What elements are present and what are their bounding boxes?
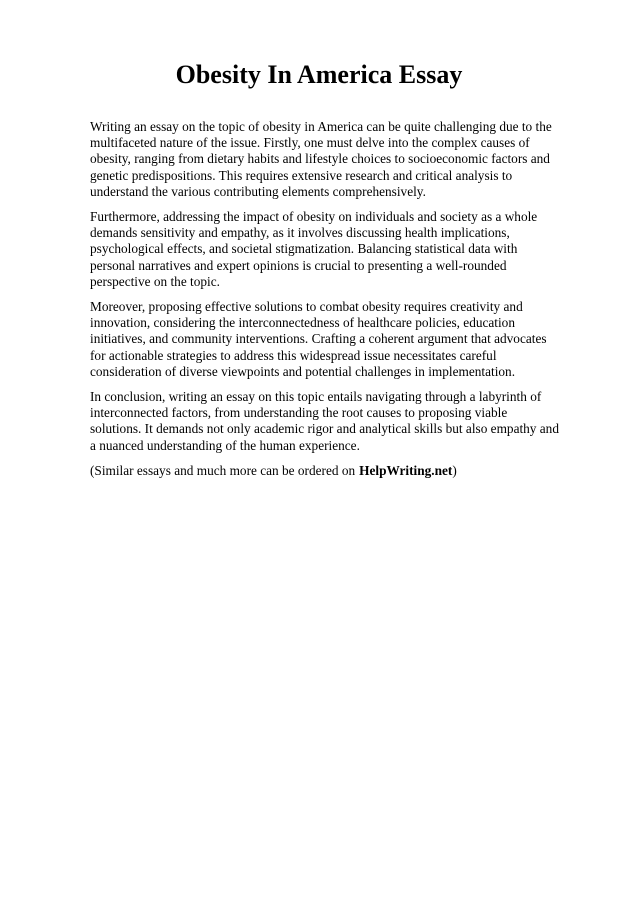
- closing-suffix: ): [452, 462, 457, 478]
- document-title: Obesity In America Essay: [175, 60, 463, 89]
- paragraph-3: Moreover, proposing effective solutions to combat obesity requires creativity and innovation, considering the interconnectedness of healthcare policies, education initiatives, and community interventions. Crafting a coherent argument that advocates for actionable strategies to address this widespread issue necessitates careful consideration of diverse viewpoints and potential challenges in implementation.: [90, 299, 547, 379]
- paragraph-2: Furthermore, addressing the impact of obesity on individuals and society as a whole demands sensitivity and empathy, as it involves discussing health implications, psychological effects, and societal stigmatization. Balancing statistical data with personal narratives and expert opinions is crucial to presenting a well-rounded perspective on the topic.: [90, 209, 538, 289]
- helpwriting-link[interactable]: HelpWriting.net: [359, 462, 453, 478]
- document-body: [90, 119, 560, 479]
- paragraph-4: In conclusion, writing an essay on this topic entails navigating through a labyrinth of interconnected factors, from understanding the root causes to proposing viable solutions. It demands not only academic rigor and analytical skills but also empathy and a nuanced understanding of the human experience.: [90, 389, 559, 453]
- closing-line: [90, 463, 560, 479]
- closing-prefix: (Similar essays and much more can be ordered on: [90, 462, 356, 478]
- paragraph-1: Writing an essay on the topic of obesity in America can be quite challenging due to the multifaceted nature of the issue. Firstly, one must delve into the complex causes of obesity, ranging from dietary habits and lifestyle choices to socioeconomic factors and genetic predispositions. This requires extensive research and critical analysis to understand the various contributing elements comprehensively.: [90, 119, 552, 199]
